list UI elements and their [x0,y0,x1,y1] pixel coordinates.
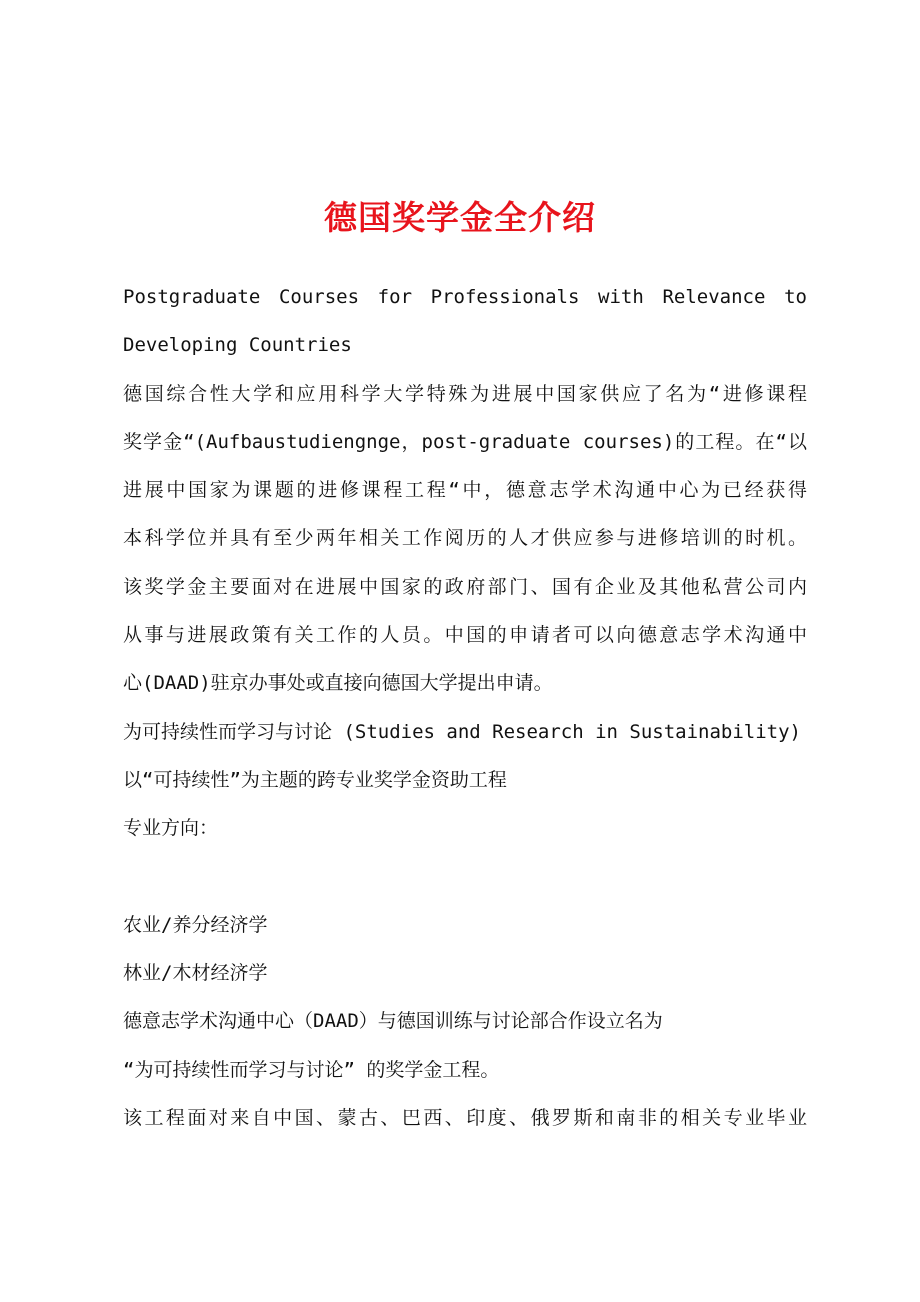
text-line: “为可持续性而学习与讨论” 的奖学金工程。 [123,1058,500,1081]
text-line: 本科学位并具有至少两年相关工作阅历的人才供应参与进修培训的时机。 [123,527,807,550]
text-line: Postgraduate Courses for Professionals with Relevance to [123,286,807,308]
text-line: 从事与进展政策有关工作的人员。中国的申请者可以向德意志学术沟通中 [123,624,807,647]
text-line: 该奖学金主要面对在进展中国家的政府部门、国有企业及其他私营公司内 [123,575,807,598]
text-line: 进展中国家为课题的进修课程工程“中，德意志学术沟通中心为已经获得 [123,479,807,502]
text-line: 为可持续性而学习与讨论 (Studies and Research in Sustainability) [123,720,801,743]
text-line: 专业方向： [123,817,219,840]
blank-line [123,853,807,901]
text-line: 以“可持续性”为主题的跨专业奖学金资助工程 [123,768,507,791]
text-line: 德国综合性大学和应用科学大学特殊为进展中国家供应了名为“进修课程 [123,382,807,405]
text-line: 林业/木材经济学 [123,962,268,985]
text-line: 心(DAAD)驻京办事处或直接向德国大学提出申请。 [123,672,553,695]
document-title: 德国奖学金全介绍 [324,198,596,237]
text-line: 该工程面对来自中国、蒙古、巴西、印度、俄罗斯和南非的相关专业毕业 [123,1107,807,1130]
document-body [123,273,807,1142]
text-line: 奖学金“(Aufbaustudiengnge，post-graduate courses)的工程。在“以 [123,430,807,453]
text-line: 德意志学术沟通中心（DAAD）与德国训练与讨论部合作设立名为 [123,1010,663,1033]
text-line: 农业/养分经济学 [123,913,268,936]
text-line: Developing Countries [123,334,352,357]
